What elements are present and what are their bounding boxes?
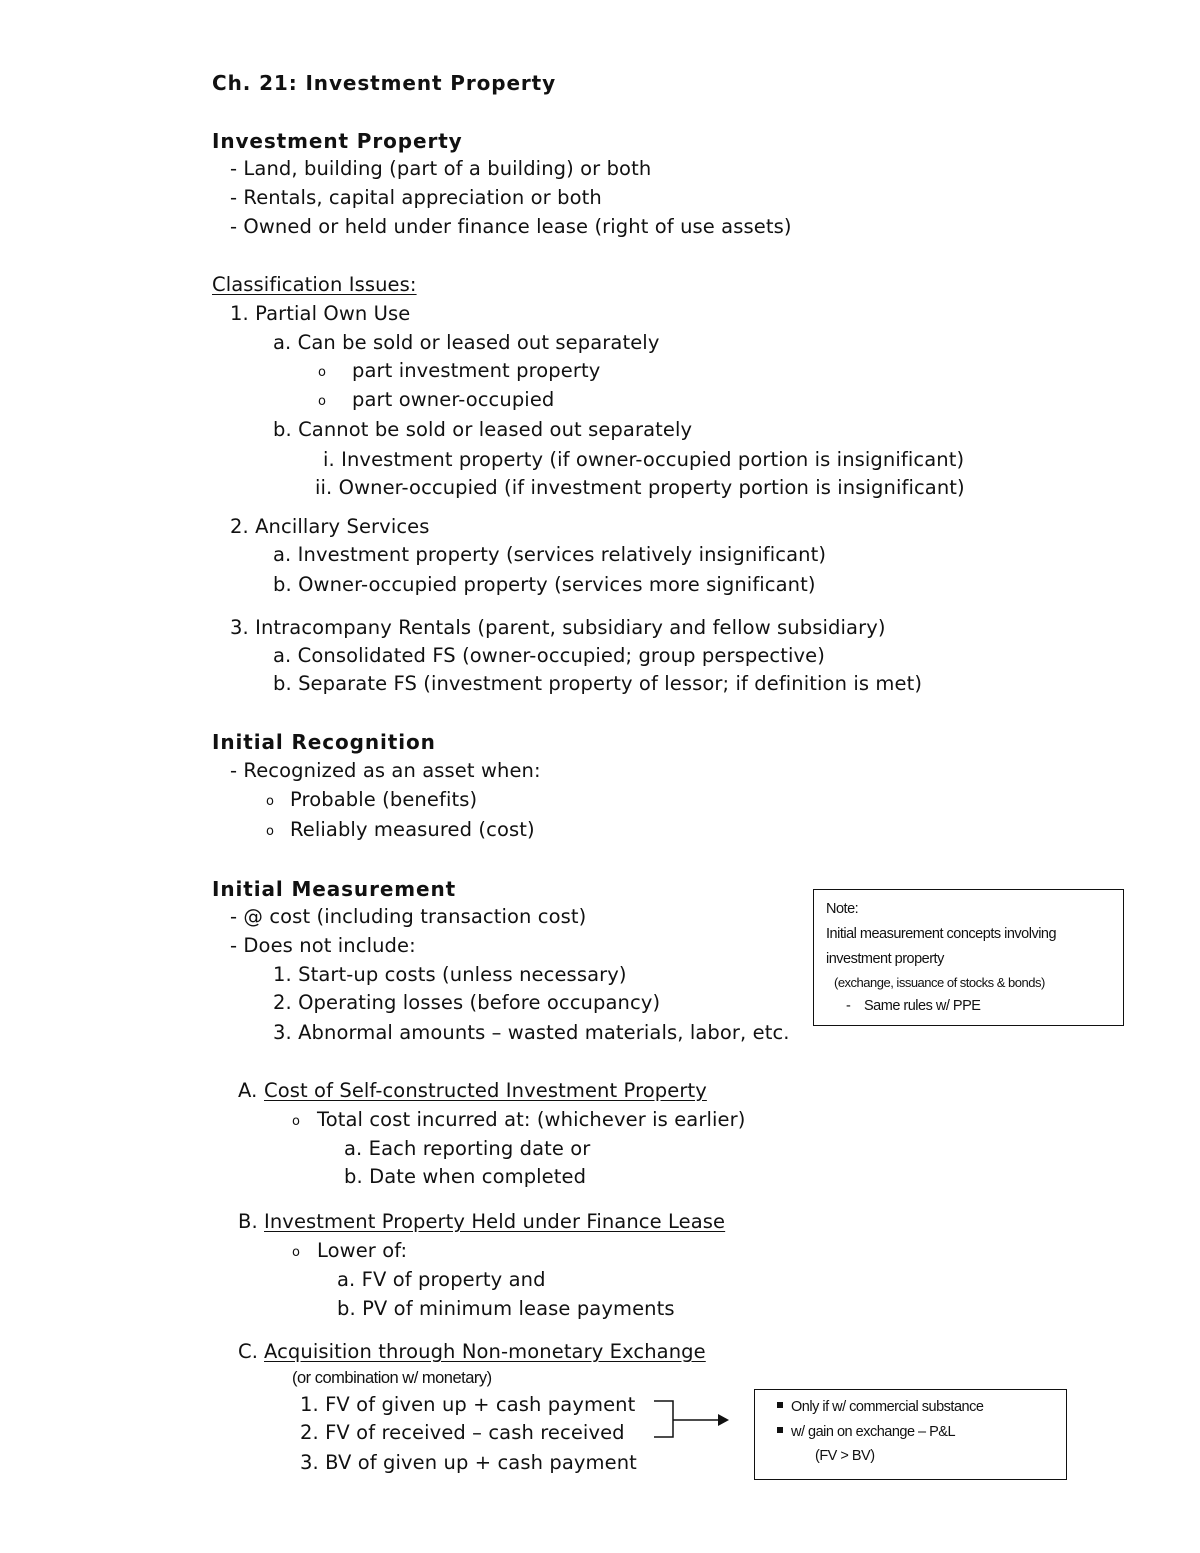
callout-text: (FV > BV) bbox=[815, 1448, 875, 1464]
bullet-icon: o bbox=[292, 1245, 300, 1260]
list-item: b. Date when completed bbox=[344, 1165, 587, 1188]
list-item: - @ cost (including transaction cost) bbox=[230, 905, 587, 928]
list-item: b. Separate FS (investment property of lessor; if definition is met) bbox=[273, 672, 923, 695]
list-item: a. Consolidated FS (owner-occupied; group perspective) bbox=[273, 644, 825, 667]
list-item: - Owned or held under finance lease (right of use assets) bbox=[230, 215, 792, 238]
list-item: - Recognized as an asset when: bbox=[230, 759, 541, 782]
list-item: 3. Abnormal amounts – wasted materials, labor, etc. bbox=[273, 1021, 790, 1044]
bullet-icon: o bbox=[266, 794, 274, 809]
note-text: Initial measurement concepts involving bbox=[826, 926, 1057, 942]
list-item: - Land, building (part of a building) or both bbox=[230, 157, 652, 180]
list-item: - Does not include: bbox=[230, 934, 416, 957]
list-item: a. FV of property and bbox=[337, 1268, 546, 1291]
callout-item bbox=[777, 1398, 983, 1416]
list-item: 1. Partial Own Use bbox=[230, 302, 411, 325]
section-heading-initial-recognition: Initial Recognition bbox=[212, 730, 436, 754]
list-item: b. PV of minimum lease payments bbox=[337, 1297, 675, 1320]
bullet-icon: o bbox=[318, 365, 326, 380]
section-title-a: Cost of Self-constructed Investment Property bbox=[264, 1079, 707, 1102]
list-item: a. Can be sold or leased out separately bbox=[273, 331, 660, 354]
bullet-icon: o bbox=[318, 394, 326, 409]
list-item: 2. Operating losses (before occupancy) bbox=[273, 991, 661, 1014]
list-item: part investment property bbox=[352, 359, 601, 382]
list-item: 3. BV of given up + cash payment bbox=[300, 1451, 637, 1474]
list-item: a. Investment property (services relatively insignificant) bbox=[273, 543, 827, 566]
note-text: (exchange, issuance of stocks & bonds) bbox=[834, 975, 1045, 990]
section-marker: B. bbox=[238, 1210, 258, 1233]
note-text: investment property bbox=[826, 951, 944, 967]
list-item: a. Each reporting date or bbox=[344, 1137, 591, 1160]
bullet-icon: o bbox=[266, 824, 274, 839]
list-item: part owner-occupied bbox=[352, 388, 555, 411]
callout-text: Only if w/ commercial substance bbox=[791, 1399, 984, 1415]
bullet-icon: o bbox=[292, 1114, 300, 1129]
list-item: Probable (benefits) bbox=[290, 788, 478, 811]
list-item: ii. Owner-occupied (if investment property portion is insignificant) bbox=[315, 476, 965, 499]
list-item: Total cost incurred at: (whichever is earlier) bbox=[317, 1108, 746, 1131]
section-title-b: Investment Property Held under Finance Lease bbox=[264, 1210, 726, 1233]
list-item: 2. FV of received – cash received bbox=[300, 1421, 625, 1444]
list-item: 3. Intracompany Rentals (parent, subsidiary and fellow subsidiary) bbox=[230, 616, 886, 639]
callout-item bbox=[777, 1423, 955, 1441]
note-label: Note: bbox=[826, 901, 859, 917]
page-title: Ch. 21: Investment Property bbox=[212, 71, 557, 95]
section-note: (or combination w/ monetary) bbox=[292, 1369, 492, 1387]
list-item: Lower of: bbox=[317, 1239, 408, 1262]
section-title-c: Acquisition through Non-monetary Exchange bbox=[264, 1340, 706, 1363]
bracket-arrow-icon bbox=[640, 1395, 740, 1445]
list-item: 1. Start-up costs (unless necessary) bbox=[273, 963, 627, 986]
dash-icon: - bbox=[846, 998, 851, 1014]
section-heading-initial-measurement: Initial Measurement bbox=[212, 877, 457, 901]
section-heading-classification: Classification Issues: bbox=[212, 273, 417, 296]
list-item: 2. Ancillary Services bbox=[230, 515, 430, 538]
section-marker: C. bbox=[238, 1340, 259, 1363]
section-heading-investment-property: Investment Property bbox=[212, 129, 463, 153]
square-bullet-icon bbox=[777, 1427, 783, 1433]
callout-box bbox=[754, 1389, 1067, 1480]
callout-text: w/ gain on exchange – P&L bbox=[791, 1424, 956, 1440]
list-item: 1. FV of given up + cash payment bbox=[300, 1393, 636, 1416]
list-item: i. Investment property (if owner-occupied portion is insignificant) bbox=[323, 448, 965, 471]
list-item: Reliably measured (cost) bbox=[290, 818, 535, 841]
square-bullet-icon bbox=[777, 1402, 783, 1408]
list-item: b. Cannot be sold or leased out separately bbox=[273, 418, 693, 441]
section-marker: A. bbox=[238, 1079, 258, 1102]
list-item: b. Owner-occupied property (services more significant) bbox=[273, 573, 816, 596]
note-text: Same rules w/ PPE bbox=[864, 998, 981, 1014]
list-item: - Rentals, capital appreciation or both bbox=[230, 186, 602, 209]
note-box bbox=[813, 889, 1124, 1026]
